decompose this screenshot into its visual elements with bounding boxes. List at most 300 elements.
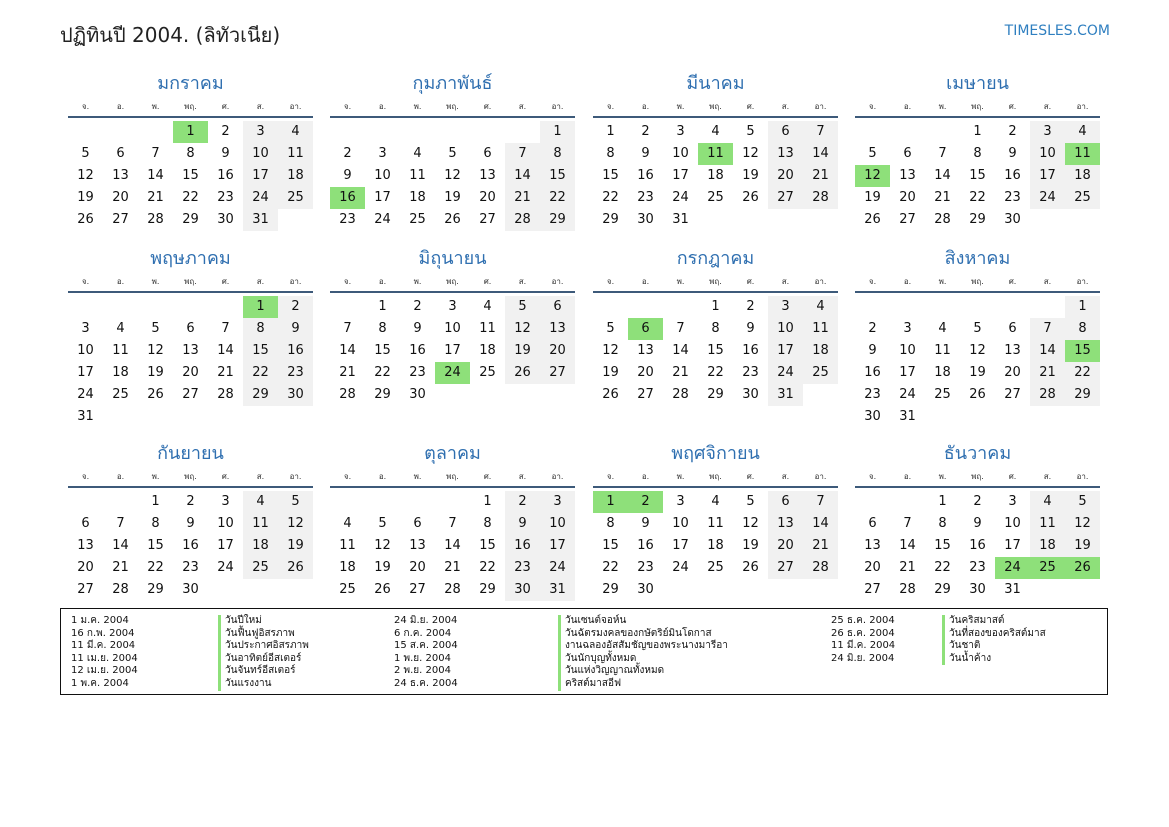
- weekday-label: ส.: [518, 102, 527, 111]
- day-cell: 20: [768, 535, 803, 557]
- day-cell: 2: [641, 124, 650, 139]
- day-grid: [68, 121, 313, 231]
- day-cell: 26: [278, 557, 313, 579]
- day-cell: 4: [243, 491, 278, 513]
- day-cell: 17: [768, 340, 803, 362]
- day-cell: 10: [444, 321, 461, 336]
- day-cell: 11: [278, 143, 313, 165]
- day-cell: 2: [413, 299, 422, 314]
- weekday-label: จ.: [606, 472, 615, 481]
- day-grid: [593, 121, 838, 231]
- holiday-date: 1 พ.ค. 2004: [71, 677, 129, 689]
- day-cell: 29: [374, 387, 391, 402]
- day-cell: 20: [864, 560, 881, 575]
- day-cell: 24: [672, 560, 689, 575]
- day-cell: 22: [602, 560, 619, 575]
- day-cell: 13: [864, 538, 881, 553]
- day-cell: 29: [707, 387, 724, 402]
- day-cell: 6: [628, 318, 663, 340]
- weekday-label: พฤ.: [446, 102, 459, 111]
- day-cell: 21: [1030, 362, 1065, 384]
- day-cell: 4: [711, 494, 720, 509]
- day-cell: 4: [1030, 491, 1065, 513]
- day-cell: 17: [899, 365, 916, 380]
- day-cell: 24: [672, 190, 689, 205]
- weekday-label: พฤ.: [709, 102, 722, 111]
- holiday-name: วันคริสมาสต์: [949, 615, 1005, 626]
- weekday-label: ศ.: [1008, 472, 1017, 481]
- day-cell: 27: [768, 187, 803, 209]
- holiday-dates-col-1: [71, 615, 138, 691]
- day-cell: 12: [969, 343, 986, 358]
- day-cell: 23: [637, 560, 654, 575]
- day-cell: 13: [479, 168, 496, 183]
- weekday-label: พฤ.: [971, 472, 984, 481]
- day-cell: 28: [339, 387, 356, 402]
- day-cell: 5: [151, 321, 160, 336]
- weekday-label: ศ.: [221, 102, 230, 111]
- holiday-name: งานฉลองอัสสัมชัญของพระนางมารีอา: [565, 640, 728, 652]
- month-title: มกราคม: [157, 73, 224, 94]
- day-cell: 8: [1065, 318, 1100, 340]
- day-cell: 25: [707, 560, 724, 575]
- weekday-label: พฤ.: [446, 472, 459, 481]
- day-cell: 29: [969, 212, 986, 227]
- day-cell: 8: [606, 516, 615, 531]
- day-cell: 15: [602, 168, 619, 183]
- day-cell: 3: [221, 494, 230, 509]
- day-cell: 21: [803, 535, 838, 557]
- day-grid: [855, 491, 1100, 601]
- day-cell: 13: [182, 343, 199, 358]
- weekday-label: พ.: [938, 102, 947, 111]
- day-cell: 25: [278, 187, 313, 209]
- day-cell: 17: [77, 365, 94, 380]
- day-cell: 14: [934, 168, 951, 183]
- day-cell: 25: [479, 365, 496, 380]
- day-cell: 3: [768, 296, 803, 318]
- day-cell: 27: [540, 362, 575, 384]
- day-cell: 10: [672, 146, 689, 161]
- day-cell: 14: [672, 343, 689, 358]
- day-cell: 13: [637, 343, 654, 358]
- day-cell: 30: [969, 582, 986, 597]
- day-cell: 10: [540, 513, 575, 535]
- day-cell: 7: [938, 146, 947, 161]
- day-cell: 9: [641, 516, 650, 531]
- holiday-date: 1 พ.ย. 2004: [394, 652, 451, 664]
- weekday-header: [68, 98, 313, 118]
- day-cell: 19: [444, 190, 461, 205]
- day-cell: 13: [768, 513, 803, 535]
- weekday-label: ส.: [781, 277, 790, 286]
- holiday-dates-col-2: [394, 615, 458, 691]
- day-cell: 7: [448, 516, 457, 531]
- weekday-label: ศ.: [746, 472, 755, 481]
- day-cell: 7: [676, 321, 685, 336]
- day-cell: 11: [243, 513, 278, 535]
- day-cell: 21: [339, 365, 356, 380]
- day-cell: 14: [899, 538, 916, 553]
- day-cell: 7: [803, 121, 838, 143]
- month-12: [855, 440, 1100, 601]
- day-cell: 18: [1065, 165, 1100, 187]
- day-cell: 22: [602, 190, 619, 205]
- day-cell: 19: [147, 365, 164, 380]
- day-cell: 24: [435, 362, 470, 384]
- day-cell: 26: [147, 387, 164, 402]
- weekday-label: อา.: [814, 277, 827, 286]
- month-11: [593, 440, 838, 601]
- month-title: มีนาคม: [686, 73, 745, 94]
- day-cell: 16: [409, 343, 426, 358]
- month-title: สิงหาคม: [944, 248, 1011, 269]
- day-cell: 7: [903, 516, 912, 531]
- day-cell: 24: [77, 387, 94, 402]
- day-cell: 28: [899, 582, 916, 597]
- day-cell: 15: [479, 538, 496, 553]
- weekday-label: ศ.: [746, 102, 755, 111]
- day-cell: 30: [637, 582, 654, 597]
- weekday-label: อา.: [289, 102, 302, 111]
- day-cell: 31: [1004, 582, 1021, 597]
- day-cell: 2: [505, 491, 540, 513]
- holiday-name: วันแรงงาน: [225, 677, 272, 689]
- weekday-header: [593, 468, 838, 488]
- day-cell: 11: [409, 168, 426, 183]
- weekday-label: อ.: [116, 102, 125, 111]
- day-cell: 23: [742, 365, 759, 380]
- day-cell: 6: [186, 321, 195, 336]
- day-cell: 8: [151, 516, 160, 531]
- day-cell: 9: [973, 516, 982, 531]
- day-cell: 5: [505, 296, 540, 318]
- day-cell: 28: [217, 387, 234, 402]
- weekday-label: พ.: [151, 472, 160, 481]
- weekday-label: พฤ.: [709, 472, 722, 481]
- day-cell: 13: [540, 318, 575, 340]
- day-cell: 31: [77, 409, 94, 424]
- holiday-name: วันฉัตรมงคลของกษัตริย์มินโดกาส: [565, 627, 712, 639]
- day-cell: 27: [1004, 387, 1021, 402]
- day-cell: 26: [742, 190, 759, 205]
- day-cell: 2: [628, 491, 663, 513]
- day-cell: 1: [973, 124, 982, 139]
- day-cell: 4: [1065, 121, 1100, 143]
- day-cell: 29: [147, 582, 164, 597]
- day-grid: [855, 296, 1100, 428]
- day-cell: 9: [278, 318, 313, 340]
- day-cell: 11: [934, 343, 951, 358]
- day-cell: 9: [186, 516, 195, 531]
- holiday-name: วันเซนต์จอห์น: [565, 615, 627, 626]
- day-cell: 18: [339, 560, 356, 575]
- holiday-date: 24 มิ.ย. 2004: [831, 652, 895, 664]
- month-9: [68, 440, 313, 601]
- day-cell: 6: [768, 491, 803, 513]
- holiday-date: 6 ก.ค. 2004: [394, 627, 452, 639]
- day-cell: 22: [707, 365, 724, 380]
- day-cell: 16: [637, 168, 654, 183]
- day-cell: 6: [768, 121, 803, 143]
- day-cell: 6: [81, 516, 90, 531]
- day-cell: 12: [742, 516, 759, 531]
- weekday-label: อ.: [378, 472, 387, 481]
- day-cell: 10: [899, 343, 916, 358]
- day-cell: 23: [182, 560, 199, 575]
- day-grid: [593, 491, 838, 601]
- day-cell: 20: [540, 340, 575, 362]
- months-grid: [68, 70, 1102, 600]
- weekday-label: ส.: [1043, 277, 1052, 286]
- day-cell: 26: [864, 212, 881, 227]
- weekday-label: ศ.: [1008, 277, 1017, 286]
- day-cell: 10: [1004, 516, 1021, 531]
- day-cell: 7: [1030, 318, 1065, 340]
- day-cell: 17: [1030, 165, 1065, 187]
- day-cell: 10: [217, 516, 234, 531]
- weekday-header: [593, 273, 838, 293]
- day-cell: 15: [1065, 340, 1100, 362]
- weekday-label: ส.: [256, 102, 265, 111]
- weekday-label: ศ.: [221, 277, 230, 286]
- holiday-list: [60, 608, 1108, 695]
- day-cell: 10: [77, 343, 94, 358]
- day-cell: 26: [602, 387, 619, 402]
- weekday-header: [68, 468, 313, 488]
- day-cell: 9: [413, 321, 422, 336]
- day-cell: 13: [77, 538, 94, 553]
- day-cell: 14: [217, 343, 234, 358]
- day-cell: 24: [540, 557, 575, 579]
- day-cell: 5: [278, 491, 313, 513]
- day-cell: 5: [746, 494, 755, 509]
- day-cell: 27: [479, 212, 496, 227]
- weekday-label: ศ.: [483, 102, 492, 111]
- day-cell: 4: [938, 321, 947, 336]
- day-cell: 3: [378, 146, 387, 161]
- day-cell: 15: [707, 343, 724, 358]
- day-cell: 19: [602, 365, 619, 380]
- day-cell: 22: [243, 362, 278, 384]
- day-cell: 15: [374, 343, 391, 358]
- weekday-label: ส.: [781, 102, 790, 111]
- day-cell: 3: [1030, 121, 1065, 143]
- day-cell: 22: [182, 190, 199, 205]
- day-cell: 22: [540, 187, 575, 209]
- day-cell: 6: [540, 296, 575, 318]
- month-title: พฤศจิกายน: [671, 443, 760, 464]
- weekday-header: [330, 468, 575, 488]
- day-cell: 16: [742, 343, 759, 358]
- day-cell: 12: [444, 168, 461, 183]
- holiday-date: 24 มิ.ย. 2004: [394, 615, 458, 626]
- weekday-label: อ.: [641, 277, 650, 286]
- holiday-name: วันนักบุญทั้งหมด: [565, 652, 637, 664]
- day-cell: 28: [934, 212, 951, 227]
- holiday-names-col-3: [942, 615, 1046, 665]
- month-3: [593, 70, 838, 231]
- day-cell: 4: [483, 299, 492, 314]
- day-cell: 31: [768, 384, 803, 406]
- day-cell: 12: [1065, 513, 1100, 535]
- day-cell: 23: [339, 212, 356, 227]
- day-cell: 6: [116, 146, 125, 161]
- day-cell: 15: [243, 340, 278, 362]
- day-cell: 6: [483, 146, 492, 161]
- holiday-dates-col-3: [831, 615, 895, 665]
- day-cell: 27: [768, 557, 803, 579]
- day-cell: 7: [221, 321, 230, 336]
- day-cell: 7: [116, 516, 125, 531]
- day-grid: [855, 121, 1100, 231]
- weekday-label: ศ.: [483, 472, 492, 481]
- weekday-header: [855, 273, 1100, 293]
- day-cell: 12: [374, 538, 391, 553]
- day-cell: 2: [186, 494, 195, 509]
- day-cell: 28: [444, 582, 461, 597]
- day-cell: 23: [969, 560, 986, 575]
- day-cell: 22: [969, 190, 986, 205]
- day-cell: 21: [899, 560, 916, 575]
- day-cell: 31: [672, 212, 689, 227]
- day-cell: 19: [374, 560, 391, 575]
- day-cell: 13: [409, 538, 426, 553]
- day-cell: 10: [374, 168, 391, 183]
- day-cell: 18: [409, 190, 426, 205]
- brand-link[interactable]: TIMESLES.COM: [1004, 23, 1110, 39]
- day-cell: 21: [444, 560, 461, 575]
- day-cell: 10: [1030, 143, 1065, 165]
- weekday-label: อา.: [289, 277, 302, 286]
- day-cell: 2: [343, 146, 352, 161]
- day-cell: 10: [672, 516, 689, 531]
- month-5: [68, 245, 313, 428]
- day-cell: 19: [742, 538, 759, 553]
- day-cell: 1: [378, 299, 387, 314]
- day-cell: 21: [803, 165, 838, 187]
- weekday-label: จ.: [81, 102, 90, 111]
- day-cell: 1: [606, 124, 615, 139]
- day-cell: 15: [934, 538, 951, 553]
- day-cell: 9: [641, 146, 650, 161]
- holiday-name: วันแห่งวิญญาณทั้งหมด: [565, 665, 665, 677]
- weekday-label: จ.: [606, 102, 615, 111]
- day-cell: 26: [1065, 557, 1100, 579]
- day-cell: 6: [1008, 321, 1017, 336]
- day-cell: 24: [899, 387, 916, 402]
- day-cell: 24: [374, 212, 391, 227]
- day-cell: 30: [182, 582, 199, 597]
- day-cell: 11: [339, 538, 356, 553]
- holiday-name: คริสต์มาสอีฟ: [565, 677, 622, 689]
- day-cell: 18: [707, 168, 724, 183]
- weekday-label: จ.: [868, 472, 877, 481]
- day-cell: 24: [1030, 187, 1065, 209]
- day-cell: 17: [217, 538, 234, 553]
- day-cell: 3: [243, 121, 278, 143]
- holiday-name: วันน้ำค้าง: [949, 652, 992, 664]
- day-cell: 8: [186, 146, 195, 161]
- day-cell: 23: [278, 362, 313, 384]
- weekday-label: พ.: [676, 277, 685, 286]
- day-cell: 17: [672, 168, 689, 183]
- weekday-label: ส.: [1043, 472, 1052, 481]
- weekday-label: พฤ.: [446, 277, 459, 286]
- day-cell: 5: [81, 146, 90, 161]
- day-cell: 30: [409, 387, 426, 402]
- day-cell: 27: [182, 387, 199, 402]
- day-cell: 12: [77, 168, 94, 183]
- day-cell: 25: [803, 362, 838, 384]
- day-cell: 17: [444, 343, 461, 358]
- day-cell: 4: [116, 321, 125, 336]
- day-cell: 3: [448, 299, 457, 314]
- weekday-label: ส.: [1043, 102, 1052, 111]
- day-cell: 24: [768, 362, 803, 384]
- month-6: [330, 245, 575, 406]
- holiday-date: 2 พ.ย. 2004: [394, 665, 451, 677]
- day-cell: 15: [147, 538, 164, 553]
- day-cell: 25: [409, 212, 426, 227]
- day-cell: 14: [444, 538, 461, 553]
- day-cell: 17: [243, 165, 278, 187]
- weekday-header: [330, 98, 575, 118]
- weekday-label: จ.: [868, 277, 877, 286]
- weekday-header: [593, 98, 838, 118]
- day-cell: 7: [343, 321, 352, 336]
- day-cell: 23: [1004, 190, 1021, 205]
- weekday-label: ศ.: [221, 472, 230, 481]
- day-cell: 10: [768, 318, 803, 340]
- day-cell: 2: [746, 299, 755, 314]
- day-cell: 16: [637, 538, 654, 553]
- day-cell: 7: [151, 146, 160, 161]
- day-cell: 25: [1030, 557, 1065, 579]
- month-title: มิถุนายน: [418, 248, 487, 269]
- weekday-header: [68, 273, 313, 293]
- weekday-label: จ.: [81, 277, 90, 286]
- day-cell: 19: [742, 168, 759, 183]
- weekday-label: ศ.: [483, 277, 492, 286]
- weekday-label: จ.: [343, 277, 352, 286]
- day-cell: 20: [112, 190, 129, 205]
- weekday-header: [855, 468, 1100, 488]
- weekday-label: อา.: [814, 472, 827, 481]
- day-cell: 31: [899, 409, 916, 424]
- day-cell: 23: [864, 387, 881, 402]
- holiday-name: วันจันทร์อีสเตอร์: [225, 665, 296, 677]
- day-cell: 30: [1004, 212, 1021, 227]
- day-cell: 16: [330, 187, 365, 209]
- day-cell: 12: [505, 318, 540, 340]
- day-cell: 21: [672, 365, 689, 380]
- day-cell: 25: [112, 387, 129, 402]
- day-cell: 2: [221, 124, 230, 139]
- weekday-label: อ.: [641, 102, 650, 111]
- weekday-label: อ.: [641, 472, 650, 481]
- weekday-label: อ.: [903, 277, 912, 286]
- day-cell: 19: [77, 190, 94, 205]
- day-cell: 1: [243, 296, 278, 318]
- weekday-label: ส.: [781, 472, 790, 481]
- day-cell: 26: [505, 362, 540, 384]
- weekday-label: พฤ.: [184, 472, 197, 481]
- day-cell: 30: [278, 384, 313, 406]
- day-cell: 3: [81, 321, 90, 336]
- day-cell: 5: [973, 321, 982, 336]
- day-cell: 15: [182, 168, 199, 183]
